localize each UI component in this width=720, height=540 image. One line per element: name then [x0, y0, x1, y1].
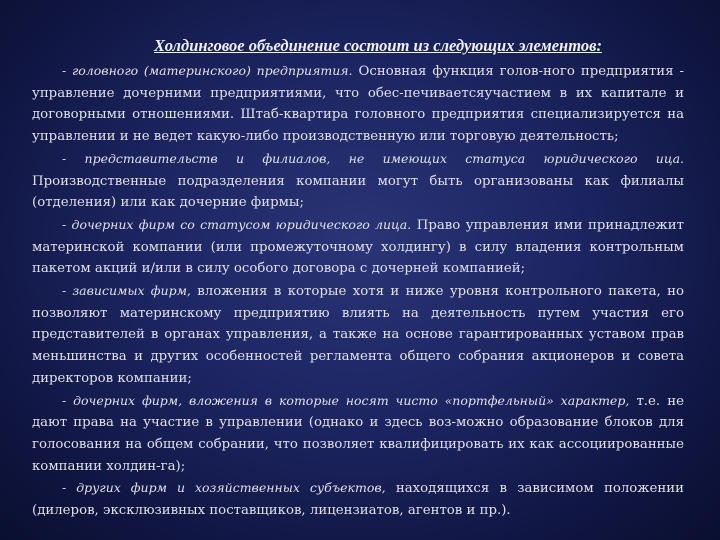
slide-content: [32, 36, 684, 526]
item-lead: - зависимых фирм,: [62, 283, 191, 299]
paragraph-other-entities: [32, 477, 684, 521]
item-text: Производственные подразделения компании могут быть организованы как филиалы (отделения) или как дочерние фирмы;: [32, 173, 684, 211]
item-text: т.е. не дают права на участие в управлении (однако и здесь воз-можно образование блоков для голосования на общем собрании, что позволяет квалифицировать их как ассоциированные компании холдин-га);: [32, 393, 684, 474]
item-text: находящихся в зависимом положении (дилеров, эксклюзивных поставщиков, лицензиатов, агентов и пр.).: [32, 481, 684, 519]
item-lead: - других фирм и хозяйственных субъектов,: [62, 480, 386, 496]
item-lead: - представительств и филиалов, не имеющих статуса юридического ица.: [62, 150, 684, 166]
item-text: вложения в которые хотя и ниже уровня контрольного пакета, но позволяют материнскому предприятию влиять на деятельность путем участия его представителей в органах управления, а также на основе гарантированных уставом прав меньшинства и других особенностей регламента общего собрания акционеров и совета директоров компании;: [32, 284, 684, 386]
item-lead: - дочерних фирм со статусом юридического лица.: [62, 216, 412, 232]
paragraph-parent-company: [32, 60, 684, 148]
paragraph-portfolio-firms: [32, 390, 684, 478]
item-text: Основная функция голов-ного предприятия - управление дочерними предприятиями, что обес-печиваетсяучастием в их капитале и договорными отношениями. Штаб-квартира головного предприятия специализируется на управлении и не ведет какую-либо производственную или торговую деятельность;: [32, 64, 684, 145]
paragraph-branches: [32, 148, 684, 214]
slide-title: Холдинговое объединение состоит из следующих элементов:: [154, 36, 602, 55]
item-lead: - дочерних фирм, вложения в которые носят чисто «портфельный» характер,: [62, 392, 630, 408]
item-lead: - головного (материнского) предприятия.: [62, 63, 353, 78]
paragraph-dependent-firms: [32, 280, 684, 390]
paragraph-subsidiaries: [32, 214, 684, 280]
item-text: Право управления ими принадлежит материнской компании (или промежуточному холдингу) в силу владения контрольным пакетом акций и/или в силу особого договора с дочерней компанией;: [32, 217, 684, 277]
